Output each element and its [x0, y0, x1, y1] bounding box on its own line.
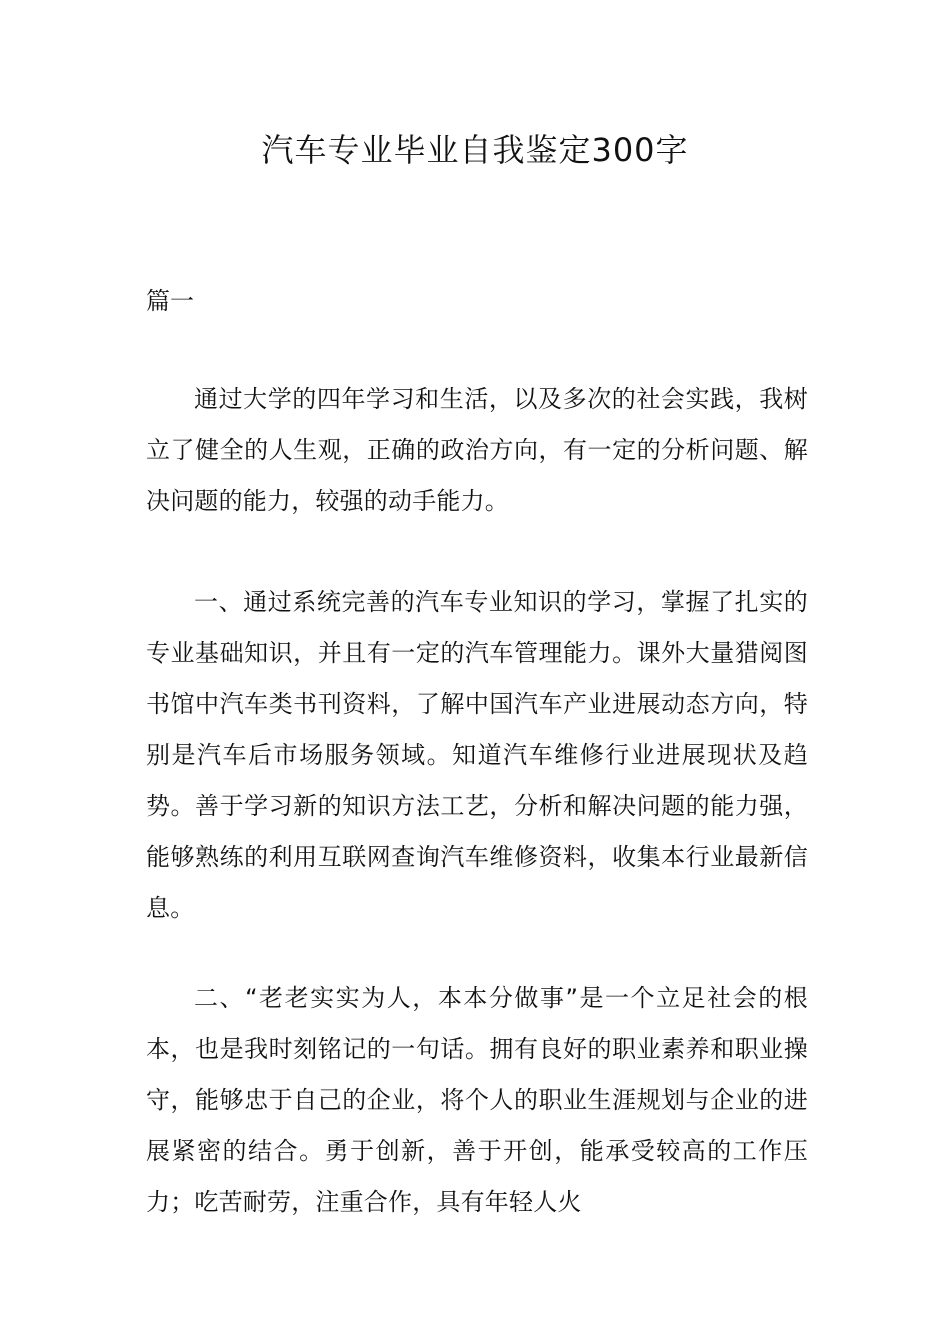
document-title: 汽车专业毕业自我鉴定300字: [261, 131, 689, 169]
section-label: 篇一: [146, 287, 194, 315]
paragraph-point-two: 二、“老老实实为人，本本分做事”是一个立足社会的根本，也是我时刻铭记的一句话。拥有良好的职业素养和职业操守，能够忠于自己的企业，将个人的职业生涯规划与企业的进展紧密的结合。勇于创新，善于开创，能承受较高的工作压力；吃苦耐劳，注重合作，具有年轻人火: [146, 984, 808, 1216]
paragraph-point-one: 一、通过系统完善的汽车专业知识的学习，掌握了扎实的专业基础知识，并且有一定的汽车管理能力。课外大量猎阅图书馆中汽车类书刊资料，了解中国汽车产业进展动态方向，特别是汽车后市场服务领域。知道汽车维修行业进展现状及趋势。善于学习新的知识方法工艺，分析和解决问题的能力强，能够熟练的利用互联网查询汽车维修资料，收集本行业最新信息。: [146, 588, 808, 922]
paragraph-intro: 通过大学的四年学习和生活，以及多次的社会实践，我树立了健全的人生观，正确的政治方向，有一定的分析问题、解决问题的能力，较强的动手能力。: [146, 385, 808, 515]
